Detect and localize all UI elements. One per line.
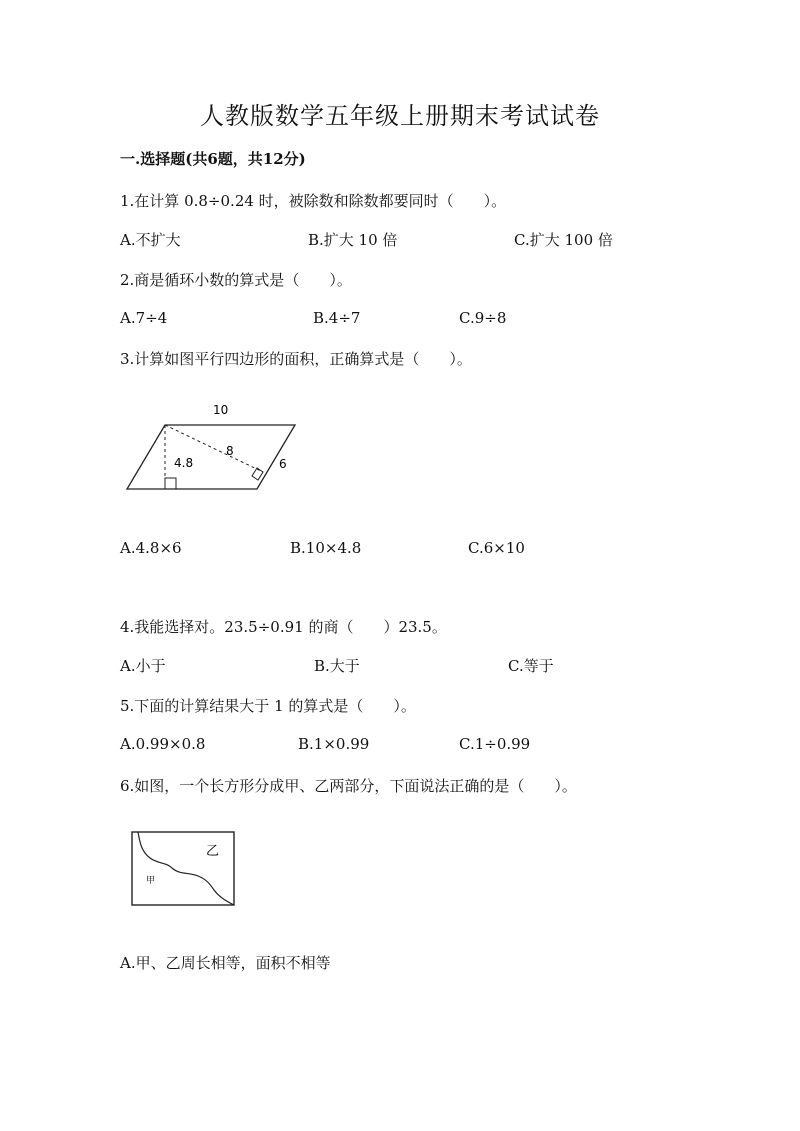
q1-option-c: C.扩大 100 倍 bbox=[514, 231, 613, 249]
question-1: 1.在计算 0.8÷0.24 时，被除数和除数都要同时（ ）。 bbox=[120, 192, 507, 210]
q5-option-b: B.1×0.99 bbox=[298, 735, 370, 753]
q3-option-a: A.4.8×6 bbox=[120, 539, 182, 557]
label-side: 6 bbox=[279, 457, 287, 471]
q3-option-c: C.6×10 bbox=[468, 539, 525, 557]
q2-option-b: B.4÷7 bbox=[313, 309, 361, 327]
q5-option-a: A.0.99×0.8 bbox=[120, 735, 206, 753]
parallelogram-shape bbox=[127, 425, 295, 489]
q4-option-a: A.小于 bbox=[120, 657, 166, 675]
label-diagonal-height: 8 bbox=[226, 444, 234, 458]
q2-option-a: A.7÷4 bbox=[120, 309, 168, 327]
label-height: 4.8 bbox=[174, 456, 194, 470]
question-4: 4.我能选择对。23.5÷0.91 的商（ ）23.5。 bbox=[120, 618, 447, 636]
rectangle-figure bbox=[128, 828, 238, 910]
q1-option-a: A.不扩大 bbox=[120, 231, 181, 249]
q2-option-c: C.9÷8 bbox=[459, 309, 507, 327]
label-yi: 乙 bbox=[206, 844, 220, 859]
question-5: 5.下面的计算结果大于 1 的算式是（ ）。 bbox=[120, 697, 416, 715]
q1-option-b: B.扩大 10 倍 bbox=[308, 231, 398, 249]
label-jia: 甲 bbox=[146, 876, 156, 886]
q6-option-a: A.甲、乙周长相等，面积不相等 bbox=[120, 954, 331, 972]
label-top: 10 bbox=[213, 403, 229, 417]
right-angle-mark bbox=[165, 478, 176, 489]
q5-option-c: C.1÷0.99 bbox=[459, 735, 531, 753]
q4-option-b: B.大于 bbox=[314, 657, 360, 675]
dividing-curve bbox=[138, 832, 234, 905]
q3-option-b: B.10×4.8 bbox=[290, 539, 362, 557]
question-6: 6.如图，一个长方形分成甲、乙两部分，下面说法正确的是（ ）。 bbox=[120, 777, 577, 795]
question-3: 3.计算如图平行四边形的面积，正确算式是（ ）。 bbox=[120, 350, 472, 368]
question-2: 2.商是循环小数的算式是（ ）。 bbox=[120, 271, 352, 289]
q4-option-c: C.等于 bbox=[508, 657, 554, 675]
rectangle-shape bbox=[132, 832, 234, 905]
section-heading: 一.选择题(共6题，共12分) bbox=[120, 150, 306, 168]
page-title: 人教版数学五年级上册期末考试试卷 bbox=[200, 102, 600, 130]
parallelogram-figure bbox=[120, 396, 310, 496]
